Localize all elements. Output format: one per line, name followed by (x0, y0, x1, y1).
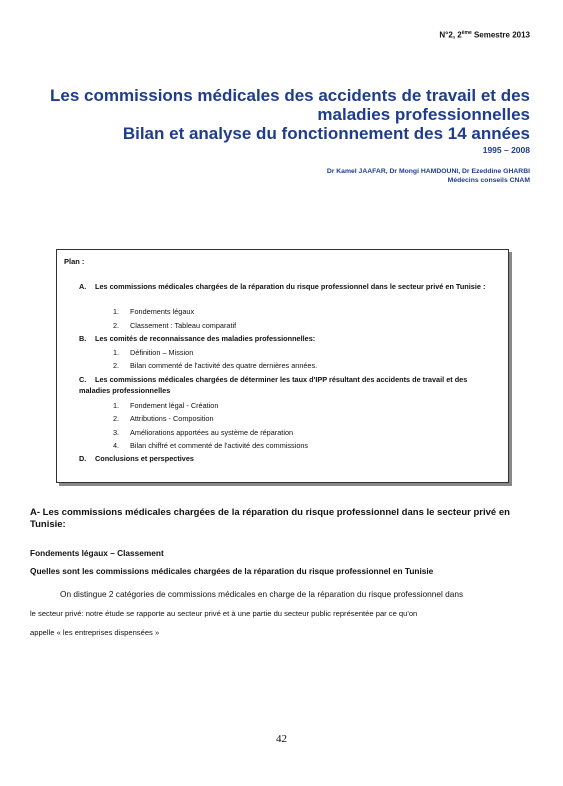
section-a-subheading: Fondements légaux – Classement (30, 548, 164, 558)
paragraph-line-2: le secteur privé: notre étude se rapporte au secteur privé et à une partie du secteur public représentée par ce qu'on (30, 609, 418, 618)
paragraph-line-1 (30, 585, 532, 604)
plan-section-text: Les commissions médicales chargées de la réparation du risque professionnel dans le secteur privé en Tunisie : (95, 282, 486, 291)
paragraph-line-1-text: On distingue 2 catégories de commissions médicales en charge de la réparation du risque professionnel dans (60, 589, 464, 599)
plan-section-a (79, 281, 499, 292)
plan-section-letter: A. (79, 282, 87, 291)
plan-section-letter: B. (79, 334, 87, 343)
body-paragraph (30, 585, 532, 642)
authors-block (327, 167, 530, 185)
issue-sup: ème (461, 30, 472, 36)
plan-section-letter: C. (79, 375, 87, 384)
plan-section-text: Les commissions médicales chargées de déterminer les taux d'IPP résultant des accidents de travail et des maladies professionnelles (79, 375, 468, 395)
plan-item: 3. Améliorations apportées au système de réparation (113, 428, 294, 437)
plan-section-text: Conclusions et perspectives (95, 454, 194, 463)
article-years: 1995 – 2008 (482, 145, 530, 155)
plan-item: 4. Bilan chiffré et commenté de l'activité des commissions (113, 441, 309, 450)
plan-item-label: Fondement légal - Création (130, 401, 219, 410)
plan-item: 2. Attributions - Composition (113, 414, 214, 423)
title-line-1: Les commissions médicales des accidents de travail et des (49, 86, 530, 105)
issue-main: N°2, 2 (439, 30, 462, 40)
plan-title: Plan : (64, 257, 85, 266)
plan-item: 1. Fondement légal - Création (113, 401, 219, 410)
plan-item: 1. Définition – Mission (113, 348, 194, 357)
plan-item-label: Améliorations apportées au système de réparation (130, 428, 294, 437)
plan-item-label: Fondements légaux (130, 307, 195, 316)
section-a-question: Quelles sont les commissions médicales chargées de la réparation du risque professionnel en Tunisie (30, 566, 434, 576)
article-title (30, 86, 530, 143)
author-names: Dr Kamel JAAFAR, Dr Mongi HAMDOUNI, Dr Ezeddine GHARBI (326, 168, 530, 175)
paragraph-line-3: appelle « les entreprises dispensées » (30, 628, 160, 637)
plan-item-label: Attributions - Composition (130, 414, 214, 423)
section-a-heading: A- Les commissions médicales chargées de la réparation du risque professionnel dans le secteur privé en Tunisie: (30, 507, 510, 530)
title-line-3: Bilan et analyse du fonctionnement des 14 années (122, 124, 530, 143)
issue-tail: Semestre 2013 (471, 30, 530, 40)
author-role: Médecins conseils CNAM (447, 177, 530, 184)
issue-info (439, 30, 530, 40)
plan-section-d (79, 453, 499, 464)
plan-item: 1. Fondements légaux (113, 307, 195, 316)
title-line-2: maladies professionnelles (317, 105, 530, 124)
plan-item-label: Bilan commenté de l'activité des quatre dernières années. (130, 361, 318, 370)
plan-item-label: Définition – Mission (130, 348, 194, 357)
plan-box (56, 249, 509, 483)
plan-item-label: Bilan chiffré et commenté de l'activité des commissions (130, 441, 309, 450)
plan-section-letter: D. (79, 454, 87, 463)
plan-item-label: Classement : Tableau comparatif (130, 321, 237, 330)
page-number: 42 (276, 733, 287, 745)
plan-item: 2. Bilan commenté de l'activité des quatre dernières années. (113, 361, 318, 370)
plan-section-b (79, 333, 499, 344)
plan-item: 2. Classement : Tableau comparatif (113, 321, 237, 330)
plan-section-text: Les comités de reconnaissance des maladies professionnelles: (95, 334, 316, 343)
plan-section-c (79, 374, 499, 396)
